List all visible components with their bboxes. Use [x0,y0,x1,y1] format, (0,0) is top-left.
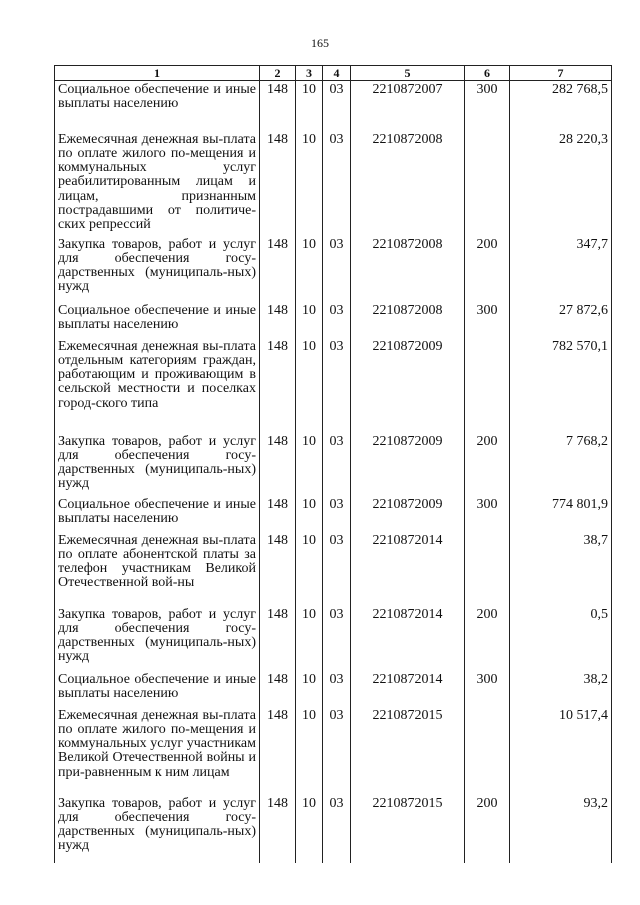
expense-type-code: 300 [465,81,510,131]
row-name: Закупка товаров, работ и услуг для обеспечения госу-дарственных (муниципаль-ных) нужд [55,795,260,863]
section-code: 10 [296,236,323,302]
subsection-code: 03 [323,302,351,338]
section-code: 10 [296,606,323,671]
amount: 38,2 [510,671,612,707]
expense-type-code: 200 [465,433,510,496]
expense-type-code: 300 [465,302,510,338]
subsection-code: 03 [323,532,351,606]
subsection-code: 03 [323,433,351,496]
section-code: 10 [296,338,323,433]
subsection-code: 03 [323,338,351,433]
row-name: Ежемесячная денежная вы-плата по оплате абонентской платы за телефон участникам Великой Отечественной вой-ны [55,532,260,606]
ministry-code: 148 [260,131,296,236]
subsection-code: 03 [323,236,351,302]
section-code: 10 [296,496,323,532]
section-code: 10 [296,795,323,863]
row-name: Закупка товаров, работ и услуг для обеспечения госу-дарственных (муниципаль-ных) нужд [55,236,260,302]
target-article-code: 2210872014 [351,606,465,671]
target-article-code: 2210872009 [351,433,465,496]
amount: 38,7 [510,532,612,606]
target-article-code: 2210872015 [351,707,465,795]
amount: 0,5 [510,606,612,671]
table-header [55,66,612,81]
ministry-code: 148 [260,302,296,338]
row-name: Ежемесячная денежная вы-плата отдельным категориям граждан, работающим и проживающим в сельской местности и поселках город-ского типа [55,338,260,433]
ministry-code: 148 [260,236,296,302]
expense-type-code: 200 [465,795,510,863]
ministry-code: 148 [260,671,296,707]
table-row [55,532,612,606]
target-article-code: 2210872014 [351,671,465,707]
table-row [55,131,612,236]
subsection-code: 03 [323,496,351,532]
ministry-code: 148 [260,532,296,606]
row-name: Социальное обеспечение и иные выплаты населению [55,671,260,707]
amount: 347,7 [510,236,612,302]
amount: 10 517,4 [510,707,612,795]
ministry-code: 148 [260,707,296,795]
amount: 27 872,6 [510,302,612,338]
target-article-code: 2210872008 [351,131,465,236]
amount: 28 220,3 [510,131,612,236]
expense-type-code [465,532,510,606]
table-row [55,707,612,795]
ministry-code: 148 [260,496,296,532]
amount: 93,2 [510,795,612,863]
amount: 782 570,1 [510,338,612,433]
table-row [55,671,612,707]
ministry-code: 148 [260,338,296,433]
target-article-code: 2210872015 [351,795,465,863]
amount: 774 801,9 [510,496,612,532]
table-row [55,795,612,863]
section-code: 10 [296,81,323,131]
amount: 282 768,5 [510,81,612,131]
expense-type-code: 300 [465,671,510,707]
ministry-code: 148 [260,606,296,671]
table-row [55,496,612,532]
ministry-code: 148 [260,81,296,131]
row-name: Закупка товаров, работ и услуг для обеспечения госу-дарственных (муниципаль-ных) нужд [55,606,260,671]
budget-table [54,65,612,863]
column-header: 5 [351,66,465,81]
page-number: 165 [311,36,329,50]
expense-type-code: 200 [465,236,510,302]
section-code: 10 [296,532,323,606]
row-name: Социальное обеспечение и иные выплаты населению [55,496,260,532]
table-row [55,302,612,338]
subsection-code: 03 [323,671,351,707]
section-code: 10 [296,433,323,496]
section-code: 10 [296,302,323,338]
row-name: Ежемесячная денежная вы-плата по оплате жилого по-мещения и коммунальных услуг реабилитированным лицам и лицам, признанным пострадавшими от политиче-ских репрессий [55,131,260,236]
target-article-code: 2210872008 [351,302,465,338]
column-header: 2 [260,66,296,81]
section-code: 10 [296,131,323,236]
section-code: 10 [296,707,323,795]
column-header: 7 [510,66,612,81]
column-header: 4 [323,66,351,81]
expense-type-code: 200 [465,606,510,671]
expense-type-code [465,131,510,236]
column-header: 1 [55,66,260,81]
target-article-code: 2210872009 [351,338,465,433]
row-name: Социальное обеспечение и иные выплаты населению [55,302,260,338]
table-row [55,606,612,671]
table-row [55,236,612,302]
table-body [55,81,612,863]
section-code: 10 [296,671,323,707]
table-row [55,433,612,496]
target-article-code: 2210872009 [351,496,465,532]
table-row [55,338,612,433]
amount: 7 768,2 [510,433,612,496]
target-article-code: 2210872014 [351,532,465,606]
ministry-code: 148 [260,433,296,496]
row-name: Закупка товаров, работ и услуг для обеспечения госу-дарственных (муниципаль-ных) нужд [55,433,260,496]
row-name: Социальное обеспечение и иные выплаты населению [55,81,260,131]
expense-type-code [465,707,510,795]
ministry-code: 148 [260,795,296,863]
target-article-code: 2210872008 [351,236,465,302]
expense-type-code: 300 [465,496,510,532]
row-name: Ежемесячная денежная вы-плата по оплате жилого по-мещения и коммунальных услуг участникам Великой Отечественной войны и при-равненным к ним лицам [55,707,260,795]
subsection-code: 03 [323,795,351,863]
target-article-code: 2210872007 [351,81,465,131]
column-header: 3 [296,66,323,81]
column-header: 6 [465,66,510,81]
expense-type-code [465,338,510,433]
subsection-code: 03 [323,81,351,131]
subsection-code: 03 [323,131,351,236]
subsection-code: 03 [323,606,351,671]
subsection-code: 03 [323,707,351,795]
table-row [55,81,612,131]
